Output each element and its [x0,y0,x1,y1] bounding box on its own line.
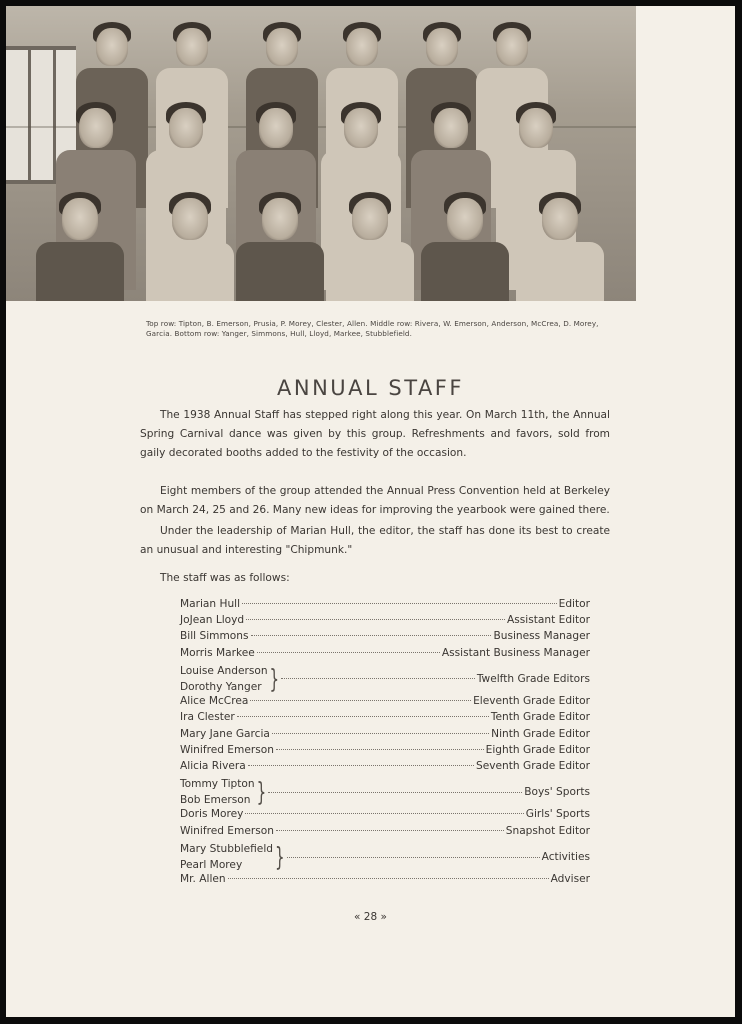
leader-dots [287,857,540,858]
person-head [352,198,388,240]
leader-dots [248,765,474,766]
leader-dots [242,603,557,604]
staff-name: Doris Morey [180,808,244,821]
staff-role: Girls' Sports [525,808,590,821]
brace-mark: } [275,841,285,873]
staff-group-row [180,776,590,808]
staff-name: Alicia Rivera [180,759,246,772]
leader-dots [250,700,471,701]
person-head [262,198,298,240]
leader-dots [246,619,505,620]
staff-name: Tommy Tipton [180,778,255,791]
staff-role: Editor [558,598,590,610]
leader-dots [276,749,484,750]
leader-dots [281,678,475,679]
staff-role: Ninth Grade Editor [491,727,590,740]
person-head [172,198,208,240]
staff-row [180,647,590,663]
person-head [62,198,98,240]
paragraph-staff-intro: The staff was as follows: [160,572,290,584]
person-head [96,28,128,66]
leader-dots [257,652,440,653]
staff-group-names [180,776,255,808]
staff-row [180,728,590,744]
staff-group-photo [6,6,636,301]
staff-role: Eighth Grade Editor [485,743,590,756]
person-head [447,198,483,240]
staff-role: Seventh Grade Editor [476,759,590,772]
brace-mark: } [269,663,280,695]
staff-name: Winifred Emerson [180,824,274,837]
staff-row [180,630,590,646]
staff-row [180,711,590,727]
person-head [519,108,553,148]
staff-row [180,614,590,630]
staff-name: Ira Clester [180,711,235,724]
staff-list [180,598,590,889]
person-head [266,28,298,66]
staff-group-names [180,841,273,873]
staff-row [180,760,590,776]
staff-role: Boys' Sports [524,786,590,799]
staff-name: Mary Stubblefield [180,842,273,855]
leader-dots [237,716,489,717]
person-head [344,108,378,148]
staff-row [180,825,590,841]
person-body [236,242,324,301]
staff-role: Assistant Business Manager [441,646,590,659]
person-head [176,28,208,66]
staff-role: Business Manager [493,630,590,643]
person-head [542,198,578,240]
staff-group-names [180,663,268,695]
person-head [169,108,203,148]
leader-dots [251,635,492,636]
page-title: ANNUAL STAFF [277,376,464,400]
leader-dots [276,830,504,831]
person-head [496,28,528,66]
person-body [516,242,604,301]
staff-row [180,695,590,711]
staff-name: JoJean Lloyd [180,614,245,627]
staff-role: Activities [541,851,590,863]
staff-row [180,598,590,614]
leader-dots [228,878,549,879]
staff-name: Marian Hull [180,598,241,610]
person-body [326,242,414,301]
staff-role: Twelfth Grade Editors [476,672,590,685]
yearbook-page [6,6,735,1017]
staff-name: Mr. Allen [180,873,226,886]
staff-role: Adviser [550,873,590,886]
staff-role: Eleventh Grade Editor [473,695,590,708]
staff-role: Tenth Grade Editor [490,711,590,724]
leader-dots [268,792,522,793]
staff-row [180,744,590,760]
staff-group-row [180,841,590,873]
staff-row [180,873,590,889]
staff-name: Louise Anderson [180,664,268,677]
person-body [36,242,124,301]
staff-role: Assistant Editor [507,614,590,627]
photo-caption: Top row: Tipton, B. Emerson, Prusia, P. Morey, Clester, Allen. Middle row: Rivera, W. Emerson, Anderson, McCrea, D. Morey, Garcia. Bottom row: Yanger, Simmons, Hull, Lloyd, Markee, Stubblefield. [146,319,599,338]
person-head [346,28,378,66]
staff-name: Winifred Emerson [180,743,274,756]
staff-group-row [180,663,590,695]
paragraph-leadership: Under the leadership of Marian Hull, the editor, the staff has done its best to create an unusual and interesting "Chipmunk." [140,525,610,556]
leader-dots [272,733,489,734]
staff-name: Pearl Morey [180,859,243,871]
paragraph-carnival: The 1938 Annual Staff has stepped right along this year. On March 11th, the Annual Spring Carnival dance was given by this group. Refreshments and favors, sold from gaily decorated booths added to the festivity of the occasion. [140,409,610,459]
paragraph-convention: Eight members of the group attended the Annual Press Convention held at Berkeley on March 24, 25 and 26. Many new ideas for improving the yearbook were gained there. [140,485,610,516]
staff-name: Bill Simmons [180,630,249,643]
leader-dots [245,813,523,814]
staff-name: Mary Jane Garcia [180,727,270,740]
person-head [426,28,458,66]
staff-role: Snapshot Editor [505,824,590,837]
staff-name: Dorothy Yanger [180,680,262,693]
staff-name: Bob Emerson [180,794,251,807]
person-head [434,108,468,148]
page-number: « 28 » [354,911,387,923]
person-body [146,242,234,301]
staff-row [180,808,590,824]
person-head [79,108,113,148]
person-body [421,242,509,301]
brace-mark: } [256,776,267,808]
staff-name: Morris Markee [180,646,255,659]
person-head [259,108,293,148]
staff-name: Alice McCrea [180,695,249,708]
